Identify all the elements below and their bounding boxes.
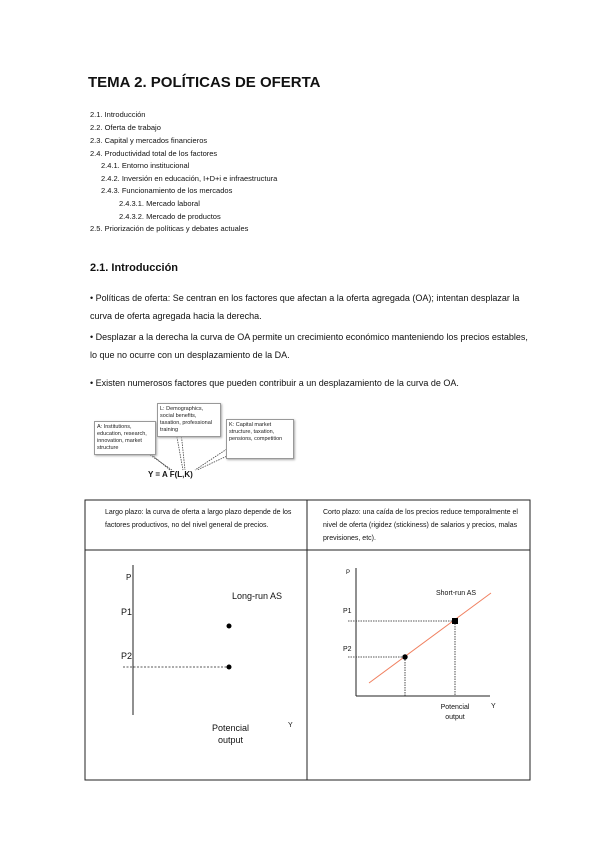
toc-item: 2.4.3.1. Mercado laboral [119, 199, 200, 208]
toc-item: 2.4.3. Funcionamiento de los mercados [101, 186, 233, 195]
equation: Y = A F(L,K) [148, 470, 193, 479]
short-run-as-curve [369, 593, 491, 683]
toc-item: 2.4.2. Inversión en educación, I+D+i e infraestructura [101, 174, 278, 183]
section-heading: 2.1. Introducción [90, 262, 179, 274]
curve-label: Long-run AS [232, 591, 283, 601]
short-run-description: Corto plazo: una caída de los precios reduce temporalmente el nivel de oferta (rigidez (stickiness) de salarios y precios, malas previsiones, etc). [323, 509, 518, 542]
potential-output-label: Potencial output [211, 723, 250, 745]
point-p1 [452, 618, 458, 624]
box-k: K: Capital market structure, taxation, pensions, competition [226, 419, 294, 459]
label-p2: P2 [121, 651, 133, 661]
axis-label-p: P [346, 570, 351, 576]
point-p1 [227, 624, 232, 629]
point-p2 [227, 665, 232, 670]
toc-item: 2.3. Capital y mercados financieros [90, 136, 208, 145]
toc-item: 2.2. Oferta de trabajo [90, 123, 161, 132]
axis-label-y: Y [491, 703, 496, 710]
toc-item: 2.5. Priorización de políticas y debates actuales [90, 224, 249, 233]
potential-output-label: Potencial output [440, 704, 470, 721]
box-l: L: Demographics, social benefits, taxation, professional training [157, 403, 221, 437]
long-run-description: Largo plazo: la curva de oferta a largo plazo depende de los factores productivos, no del nivel general de precios. [105, 509, 292, 529]
toc-item: 2.4.1. Entorno institucional [101, 161, 190, 170]
label-p2: P2 [343, 646, 352, 653]
page-title: TEMA 2. POLÍTICAS DE OFERTA [88, 74, 321, 91]
axis-label-p: P [126, 573, 132, 582]
toc-item: 2.4.3.2. Mercado de productos [119, 212, 221, 221]
toc-item: 2.4. Productividad total de los factores [90, 149, 218, 158]
box-a: A: Institutions, education, research, innovation, market structure [94, 421, 156, 455]
paragraph: • Políticas de oferta: Se centran en los factores que afectan a la oferta agregada (OA); intentan desplazar la curva de oferta agregada hacia la derecha. [90, 293, 520, 321]
point-p2 [402, 654, 407, 659]
paragraph: • Desplazar a la derecha la curva de OA permite un crecimiento económico manteniendo los precios estables, lo que no ocurre con un desplazamiento de la DA. [90, 332, 528, 360]
axis-label-y: Y [288, 722, 293, 729]
toc-item: 2.1. Introducción [90, 110, 146, 119]
label-p1: P1 [343, 608, 352, 615]
label-p1: P1 [121, 607, 133, 617]
paragraph: • Existen numerosos factores que pueden contribuir a un desplazamiento de la curva de OA. [90, 378, 459, 388]
curve-label: Short-run AS [436, 590, 477, 597]
